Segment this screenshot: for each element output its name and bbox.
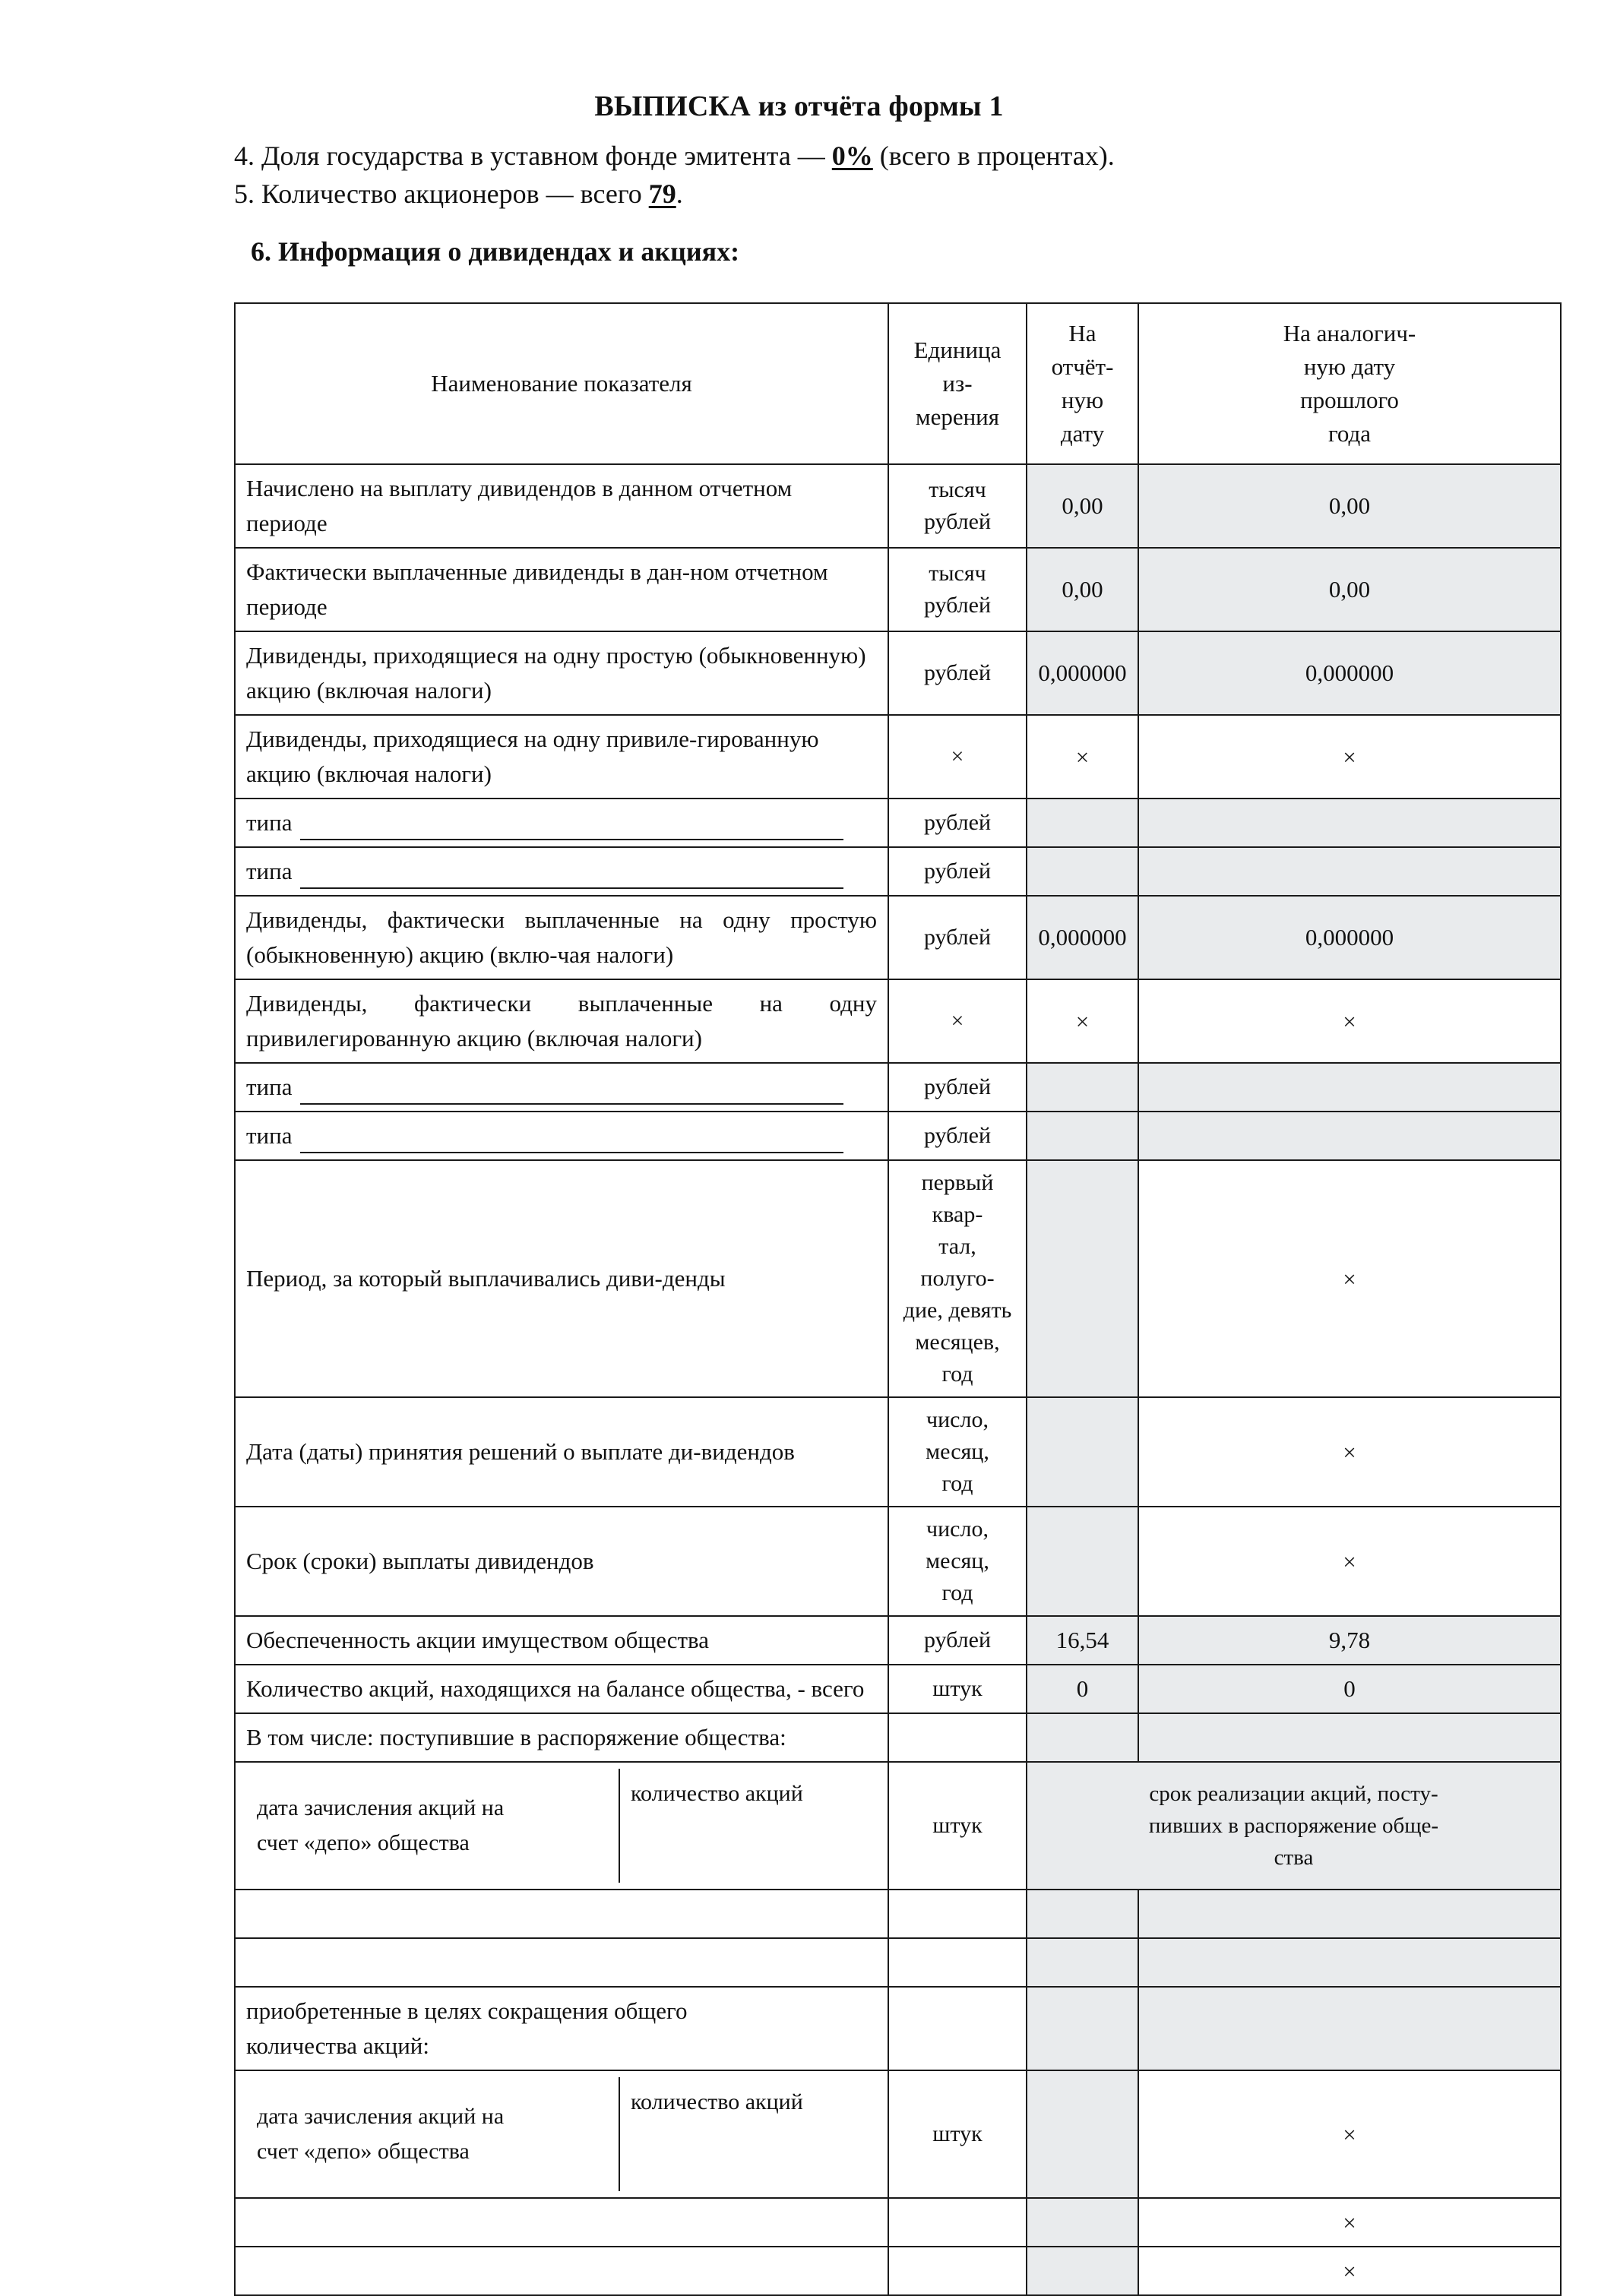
row-value-previous-x-mark: × (1138, 1507, 1561, 1616)
table-row (235, 896, 1561, 979)
row-value-previous (1138, 847, 1561, 896)
table-row (235, 1160, 1561, 1397)
realization-note-line1: срок реализации акций, посту- (1149, 1782, 1438, 1806)
row-value-previous (1138, 799, 1561, 847)
table-row-empty (235, 1938, 1561, 1987)
row-value-current (1027, 799, 1138, 847)
row-label-decision-dates: Дата (даты) принятия решений о выплате ди-видендов (235, 1397, 888, 1507)
page-title: ВЫПИСКА из отчёта формы 1 (594, 90, 1004, 122)
type-label: типа (246, 1074, 293, 1100)
shareholders-suffix: . (676, 179, 683, 209)
table-row (235, 631, 1561, 715)
row-value-previous: 0,00 (1138, 464, 1561, 548)
row-value-previous: 9,78 (1138, 1616, 1561, 1665)
row-value-current: 16,54 (1027, 1616, 1138, 1665)
table-row (235, 1713, 1561, 1762)
table-row-empty (235, 2247, 1561, 2295)
row-value-previous-x-mark: × (1138, 979, 1561, 1063)
row-value-previous-x-mark: × (1138, 1160, 1561, 1397)
reduction-line2: количества акций: (246, 2032, 430, 2059)
row-label-payment-term: Срок (сроки) выплаты дивидендов (235, 1507, 888, 1616)
row-unit: тысяч рублей (888, 548, 1027, 631)
row-label-type-blank-1 (235, 799, 888, 847)
table-row (235, 799, 1561, 847)
row-value-current: 0,000000 (1027, 631, 1138, 715)
shareholders-count-value: 79 (648, 179, 676, 209)
row-value-previous: 0 (1138, 1665, 1561, 1713)
deposit-date-line2: счет «депо» общества (257, 2139, 470, 2164)
row-unit: штук (888, 1762, 1027, 1890)
realization-note-line2: пивших в распоряжение обще- (1148, 1814, 1439, 1838)
intro-line-state-share (234, 137, 1571, 175)
row-unit: рублей (888, 1112, 1027, 1160)
row-value-previous-x-mark: × (1138, 2198, 1561, 2247)
row-value-previous: 0,00 (1138, 548, 1561, 631)
empty-unit-cell[interactable] (888, 1938, 1027, 1987)
empty-label-cell[interactable] (235, 2247, 888, 2295)
table-row (235, 1063, 1561, 1112)
row-value-current (1027, 1063, 1138, 1112)
state-share-suffix: (всего в процентах). (872, 141, 1115, 171)
row-value-current (1027, 1160, 1138, 1397)
row-value-current: 0,000000 (1027, 896, 1138, 979)
table-row (235, 1112, 1561, 1160)
column-header-previous-line2: ную дату (1303, 353, 1396, 380)
dividends-table (234, 302, 1562, 2296)
row-value-current-x-mark: × (1027, 715, 1138, 799)
empty-current-cell[interactable] (1027, 2247, 1138, 2295)
section-title: 6. Информация о дивидендах и акциях: (251, 236, 740, 267)
table-header (235, 303, 1561, 464)
row-value-previous-empty (1138, 1987, 1561, 2070)
row-label-actually-paid-per-ordinary-share: Дивиденды, фактически выплаченные на одну простую (обыкновенную) акцию (вклю-чая налоги) (235, 896, 888, 979)
type-fill-rule[interactable] (300, 1080, 844, 1105)
row-unit-period (888, 1160, 1027, 1397)
empty-previous-cell[interactable] (1138, 1938, 1561, 1987)
deposit-split-cell-2 (235, 2070, 888, 2198)
row-label-shares-on-balance: Количество акций, находящихся на балансе общества, - всего (235, 1665, 888, 1713)
table-row (235, 715, 1561, 799)
column-header-previous-date (1138, 303, 1561, 464)
deposit-quantity-label-2: количество акций (631, 2089, 803, 2114)
table-row-deposit-header-1 (235, 1762, 1561, 1890)
type-label: типа (246, 809, 293, 836)
deposit-quantity-label-1: количество акций (631, 1781, 803, 1806)
row-value-current: 0 (1027, 1665, 1138, 1713)
deposit-split-cell-1 (235, 1762, 888, 1890)
row-label-dividends-per-preferred-share: Дивиденды, приходящиеся на одну привиле-гированную акцию (включая налоги) (235, 715, 888, 799)
column-header-indicator-name: Наименование показателя (235, 303, 888, 464)
row-label-type-blank-3 (235, 1063, 888, 1112)
table-row-empty (235, 2198, 1561, 2247)
table-row (235, 847, 1561, 896)
row-unit: тысяч рублей (888, 464, 1027, 548)
row-unit: штук (888, 1665, 1027, 1713)
column-header-unit (888, 303, 1027, 464)
deposit-realization-note (1027, 1762, 1561, 1890)
date-unit-line2: год (941, 1580, 973, 1605)
table-row-empty (235, 1890, 1561, 1938)
row-label-accrued-dividends: Начислено на выплату дивидендов в данном отчетном периоде (235, 464, 888, 548)
type-fill-rule[interactable] (300, 865, 844, 889)
column-header-previous-line4: года (1327, 420, 1372, 447)
table-row-reduction-header (235, 1987, 1561, 2070)
row-unit-x-mark: × (888, 715, 1027, 799)
empty-unit-cell[interactable] (888, 1890, 1027, 1938)
row-value-current (1027, 1713, 1138, 1762)
empty-current-cell[interactable] (1027, 2198, 1138, 2247)
period-unit-line3: дие, девять (903, 1298, 1012, 1323)
type-fill-rule[interactable] (300, 1129, 844, 1153)
row-value-previous (1138, 1112, 1561, 1160)
row-unit-empty (888, 1987, 1027, 2070)
type-fill-rule[interactable] (300, 816, 844, 840)
row-label-asset-backing: Обеспеченность акции имуществом общества (235, 1616, 888, 1665)
row-value-current-empty (1027, 1987, 1138, 2070)
row-label-dividends-per-ordinary-share: Дивиденды, приходящиеся на одну простую (обыкновенную) акцию (включая налоги) (235, 631, 888, 715)
row-value-current: 0,00 (1027, 464, 1138, 548)
row-unit: рублей (888, 847, 1027, 896)
empty-current-cell[interactable] (1027, 1938, 1138, 1987)
row-value-current (1027, 1397, 1138, 1507)
row-label-type-blank-4 (235, 1112, 888, 1160)
empty-unit-cell[interactable] (888, 2198, 1027, 2247)
row-value-previous-x-mark: × (1138, 715, 1561, 799)
row-label-type-blank-2 (235, 847, 888, 896)
deposit-date-label-2 (246, 2077, 620, 2191)
row-unit: штук (888, 2070, 1027, 2198)
row-value-previous: 0,000000 (1138, 631, 1561, 715)
row-value-previous-x-mark: × (1138, 2070, 1561, 2198)
realization-note-line3: ства (1274, 1845, 1314, 1870)
intro-line-5-prefix: 5. Количество акционеров — всего (234, 179, 649, 209)
type-label: типа (246, 1122, 293, 1149)
table-row (235, 548, 1561, 631)
period-unit-line4: месяцев, год (915, 1330, 1000, 1387)
row-unit-x-mark: × (888, 979, 1027, 1063)
row-unit-date (888, 1397, 1027, 1507)
empty-previous-cell[interactable] (1138, 1890, 1561, 1938)
table-row (235, 1665, 1561, 1713)
row-label-including-received: В том числе: поступившие в распоряжение общества: (235, 1713, 888, 1762)
row-unit: рублей (888, 799, 1027, 847)
row-value-current-empty (1027, 2070, 1138, 2198)
row-value-previous: 0,000000 (1138, 896, 1561, 979)
row-value-current (1027, 1507, 1138, 1616)
row-label-dividend-period: Период, за который выплачивались диви-денды (235, 1160, 888, 1397)
table-row (235, 979, 1561, 1063)
deposit-date-label-1 (246, 1769, 620, 1883)
table-row (235, 1397, 1561, 1507)
empty-current-cell[interactable] (1027, 1890, 1138, 1938)
row-unit: рублей (888, 896, 1027, 979)
row-value-previous (1138, 1063, 1561, 1112)
row-unit: рублей (888, 1063, 1027, 1112)
empty-label-cell[interactable] (235, 1890, 888, 1938)
row-value-previous-x-mark: × (1138, 1397, 1561, 1507)
empty-unit-cell[interactable] (888, 2247, 1027, 2295)
intro-line-shareholders (234, 175, 1571, 213)
type-label: типа (246, 858, 293, 884)
row-label-actually-paid-per-preferred-share: Дивиденды, фактически выплаченные на одну привилегированную акцию (включая налоги) (235, 979, 888, 1063)
column-header-unit-line2: мерения (915, 403, 1000, 430)
column-header-unit-line1: Единица из- (913, 337, 1002, 397)
intro-block (234, 137, 1571, 213)
row-value-current-x-mark: × (1027, 979, 1138, 1063)
table-body (235, 464, 1561, 2295)
empty-label-cell[interactable] (235, 2198, 888, 2247)
table-row (235, 1507, 1561, 1616)
row-label-acquired-for-reduction (235, 1987, 888, 2070)
date-unit-line1: число, месяц, (926, 1407, 989, 1464)
row-value-current: 0,00 (1027, 548, 1138, 631)
state-share-value: 0% (831, 141, 873, 171)
period-unit-line1: первый квар- (921, 1170, 994, 1227)
date-unit-line2: год (941, 1471, 973, 1496)
table-row (235, 1616, 1561, 1665)
date-unit-line1: число, месяц, (926, 1516, 989, 1573)
deposit-date-line1: дата зачисления акций на (257, 1795, 505, 1820)
row-value-current (1027, 1112, 1138, 1160)
column-header-previous-line3: прошлого (1300, 387, 1399, 413)
column-header-current-line2: ную дату (1060, 387, 1105, 447)
table-row (235, 464, 1561, 548)
row-label-paid-dividends: Фактически выплаченные дивиденды в дан-ном отчетном периоде (235, 548, 888, 631)
row-value-previous (1138, 1713, 1561, 1762)
table-row-deposit-header-2 (235, 2070, 1561, 2198)
column-header-current-line1: На отчёт- (1051, 320, 1114, 380)
table-header-row (235, 303, 1561, 464)
empty-label-cell[interactable] (235, 1938, 888, 1987)
intro-line-4-prefix: 4. Доля государства в уставном фонде эмитента — (234, 141, 832, 171)
dividends-table-wrapper (234, 302, 1560, 2296)
row-unit (888, 1713, 1027, 1762)
deposit-date-line2: счет «депо» общества (257, 1830, 470, 1855)
reduction-line1: приобретенные в целях сокращения общего (246, 1997, 688, 2024)
column-header-current-date (1027, 303, 1138, 464)
deposit-date-line1: дата зачисления акций на (257, 2104, 505, 2129)
column-header-previous-line1: На аналогич- (1283, 320, 1416, 346)
row-value-previous-x-mark: × (1138, 2247, 1561, 2295)
period-unit-line2: тал, полуго- (920, 1234, 995, 1291)
row-unit: рублей (888, 1616, 1027, 1665)
row-unit: рублей (888, 631, 1027, 715)
row-value-current (1027, 847, 1138, 896)
row-unit-date (888, 1507, 1027, 1616)
